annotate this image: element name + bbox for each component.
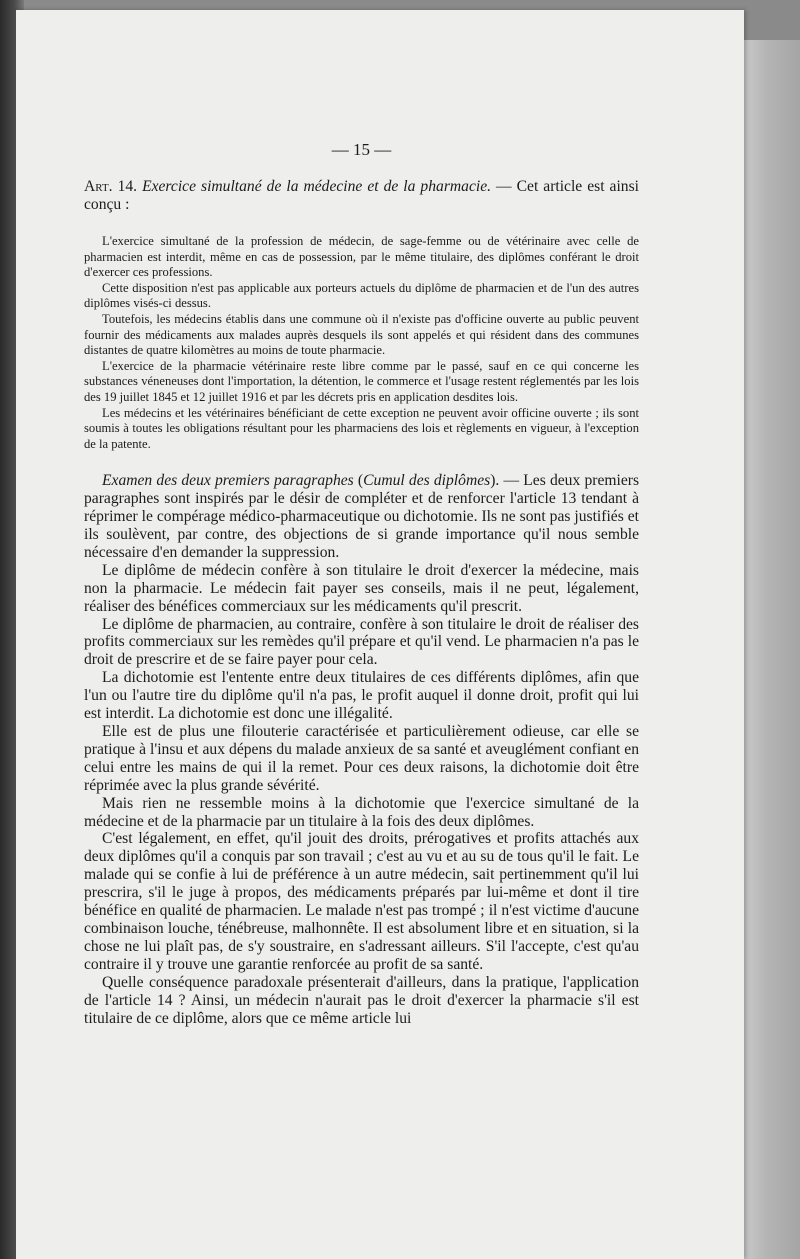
- quote-paragraph: Toutefois, les médecins établis dans une commune où il n'existe pas d'officine ouverte au public peuvent fournir des médicaments aux malades auprès desquels ils sont appelés et qui résident dans des communes distantes de quatre kilomètres au moins de toute pharmacie.: [84, 311, 639, 358]
- commentary: [84, 472, 639, 1027]
- body-paragraph: La dichotomie est l'entente entre deux titulaires de ces différents diplômes, afin que l'un ou l'autre tire du diplôme qu'il n'a pas, le profit auquel il donne droit, profit qui lui est interdit. La dichotomie est donc une illégalité.: [84, 669, 639, 723]
- body-paragraph: Le diplôme de médecin confère à son titulaire le droit d'exercer la médecine, mais non la pharmacie. Le médecin fait payer ses conseils, mais il ne peut, légalement, réaliser des bénéfices commerciaux sur les médicaments qu'il prescrit.: [84, 561, 639, 615]
- article-number: 14.: [117, 178, 138, 195]
- quote-paragraph: Les médecins et les vétérinaires bénéficiant de cette exception ne peuvent avoir officine ouverte ; ils sont soumis à toutes les obligations résultant pour les pharmaciens des lois et règlements en vigueur, à l'exception de la patente.: [84, 405, 639, 451]
- quote-paragraph: L'exercice de la pharmacie vétérinaire reste libre comme par le passé, sauf en ce qui concerne les substances véneneuses dont l'importation, la détention, le commerce et l'usage restent réglementés par les lois des 19 juillet 1845 et 12 juillet 1916 et par les décrets pris en application desdites lois.: [84, 358, 639, 404]
- page-number: — 15 —: [331, 140, 392, 159]
- body-paragraph: Le diplôme de pharmacien, au contraire, confère à son titulaire le droit de réaliser des profits commerciaux sur les remèdes qu'il prépare et qu'il vend. Le pharmacien n'a pas le droit de prescrire et de se faire payer pour cela.: [84, 615, 639, 669]
- quoted-article-text: [84, 234, 639, 452]
- quote-paragraph: L'exercice simultané de la profession de médecin, de sage-femme ou de vétérinaire avec celle de pharmacien est interdit, même en cas de possession, par le même titulaire, des diplômes conférant le droit d'exercer ces professions.: [84, 234, 639, 280]
- body-paragraph: Mais rien ne ressemble moins à la dichotomie que l'exercice simultané de la médecine et de la pharmacie par un titulaire à la fois des deux diplômes.: [84, 794, 639, 830]
- page-edge: [744, 40, 800, 1259]
- article-intro: — Cet article est ainsi conçu :: [84, 178, 639, 213]
- exam-text: ). — Les deux premiers paragraphes sont inspirés par le désir de compléter et de renforcer l'article 13 tendant à réprimer le compérage médico-pharmaceutique ou dichotomie. Ils ne sont pas justifiés et ils soulèvent, par contre, des objections de si grande importance qu'il nous semble nécessaire d'en demander la suppression.: [84, 472, 640, 561]
- article-label: Art.: [84, 178, 113, 195]
- page-content: [84, 140, 639, 1027]
- exam-heading: Examen des deux premiers paragraphes: [102, 472, 354, 490]
- article-title: Exercice simultané de la médecine et de la pharmacie.: [142, 178, 492, 195]
- body-paragraph: C'est légalement, en effet, qu'il jouit des droits, prérogatives et profits attachés aux deux diplômes qu'il a conquis par son travail ; c'est au vu et au su de tous qu'il le fait. Le malade qui se confie à lui de préférence à un autre médecin, sait pertinemment qu'il lui prescrira, s'il le juge à propos, des médicaments préparés par lui-même et dont il tire bénéfice en qualité de pharmacien. Le malade n'est pas trompé ; il n'est victime d'aucune combinaison louche, ténébreuse, malhonnête. Il est absolument libre et en situation, si la chose ne lui plaît pas, de s'y soustraire, en s'adressant ailleurs. S'il l'accepte, c'est qu'au contraire il y trouve une garantie renforcée au profit de sa santé.: [84, 830, 639, 973]
- body-paragraph: Quelle conséquence paradoxale présenterait d'ailleurs, dans la pratique, l'application de l'article 14 ? Ainsi, un médecin n'aurait pas le droit d'exercer la pharmacie s'il est titulaire de ce diplôme, alors que ce même article lui: [84, 973, 639, 1027]
- exam-paragraph: Examen des deux premiers paragraphes (Cumul des diplômes). — Les deux premiers paragraphes sont inspirés par le désir de compléter et de renforcer l'article 13 tendant à réprimer le compérage médico-pharmaceutique ou dichotomie. Ils ne sont pas justifiés et ils soulèvent, par contre, des objections de si grande importance qu'il nous semble nécessaire d'en demander la suppression.: [84, 472, 640, 561]
- exam-subheading: Cumul des diplômes: [363, 472, 491, 490]
- body-paragraph: Elle est de plus une filouterie caractérisée et particulièrement odieuse, car elle se pratique à l'insu et aux dépens du malade anxieux de sa santé et aveuglément confiant en celui entre les mains de qui il la remet. Pour ces deux raisons, la dichotomie doit être réprimée avec la plus grande sévérité.: [84, 723, 639, 794]
- article-heading: [84, 178, 639, 214]
- quote-paragraph: Cette disposition n'est pas applicable aux porteurs actuels du diplôme de pharmacien et de l'un des autres diplômes visés-ci dessus.: [84, 280, 639, 311]
